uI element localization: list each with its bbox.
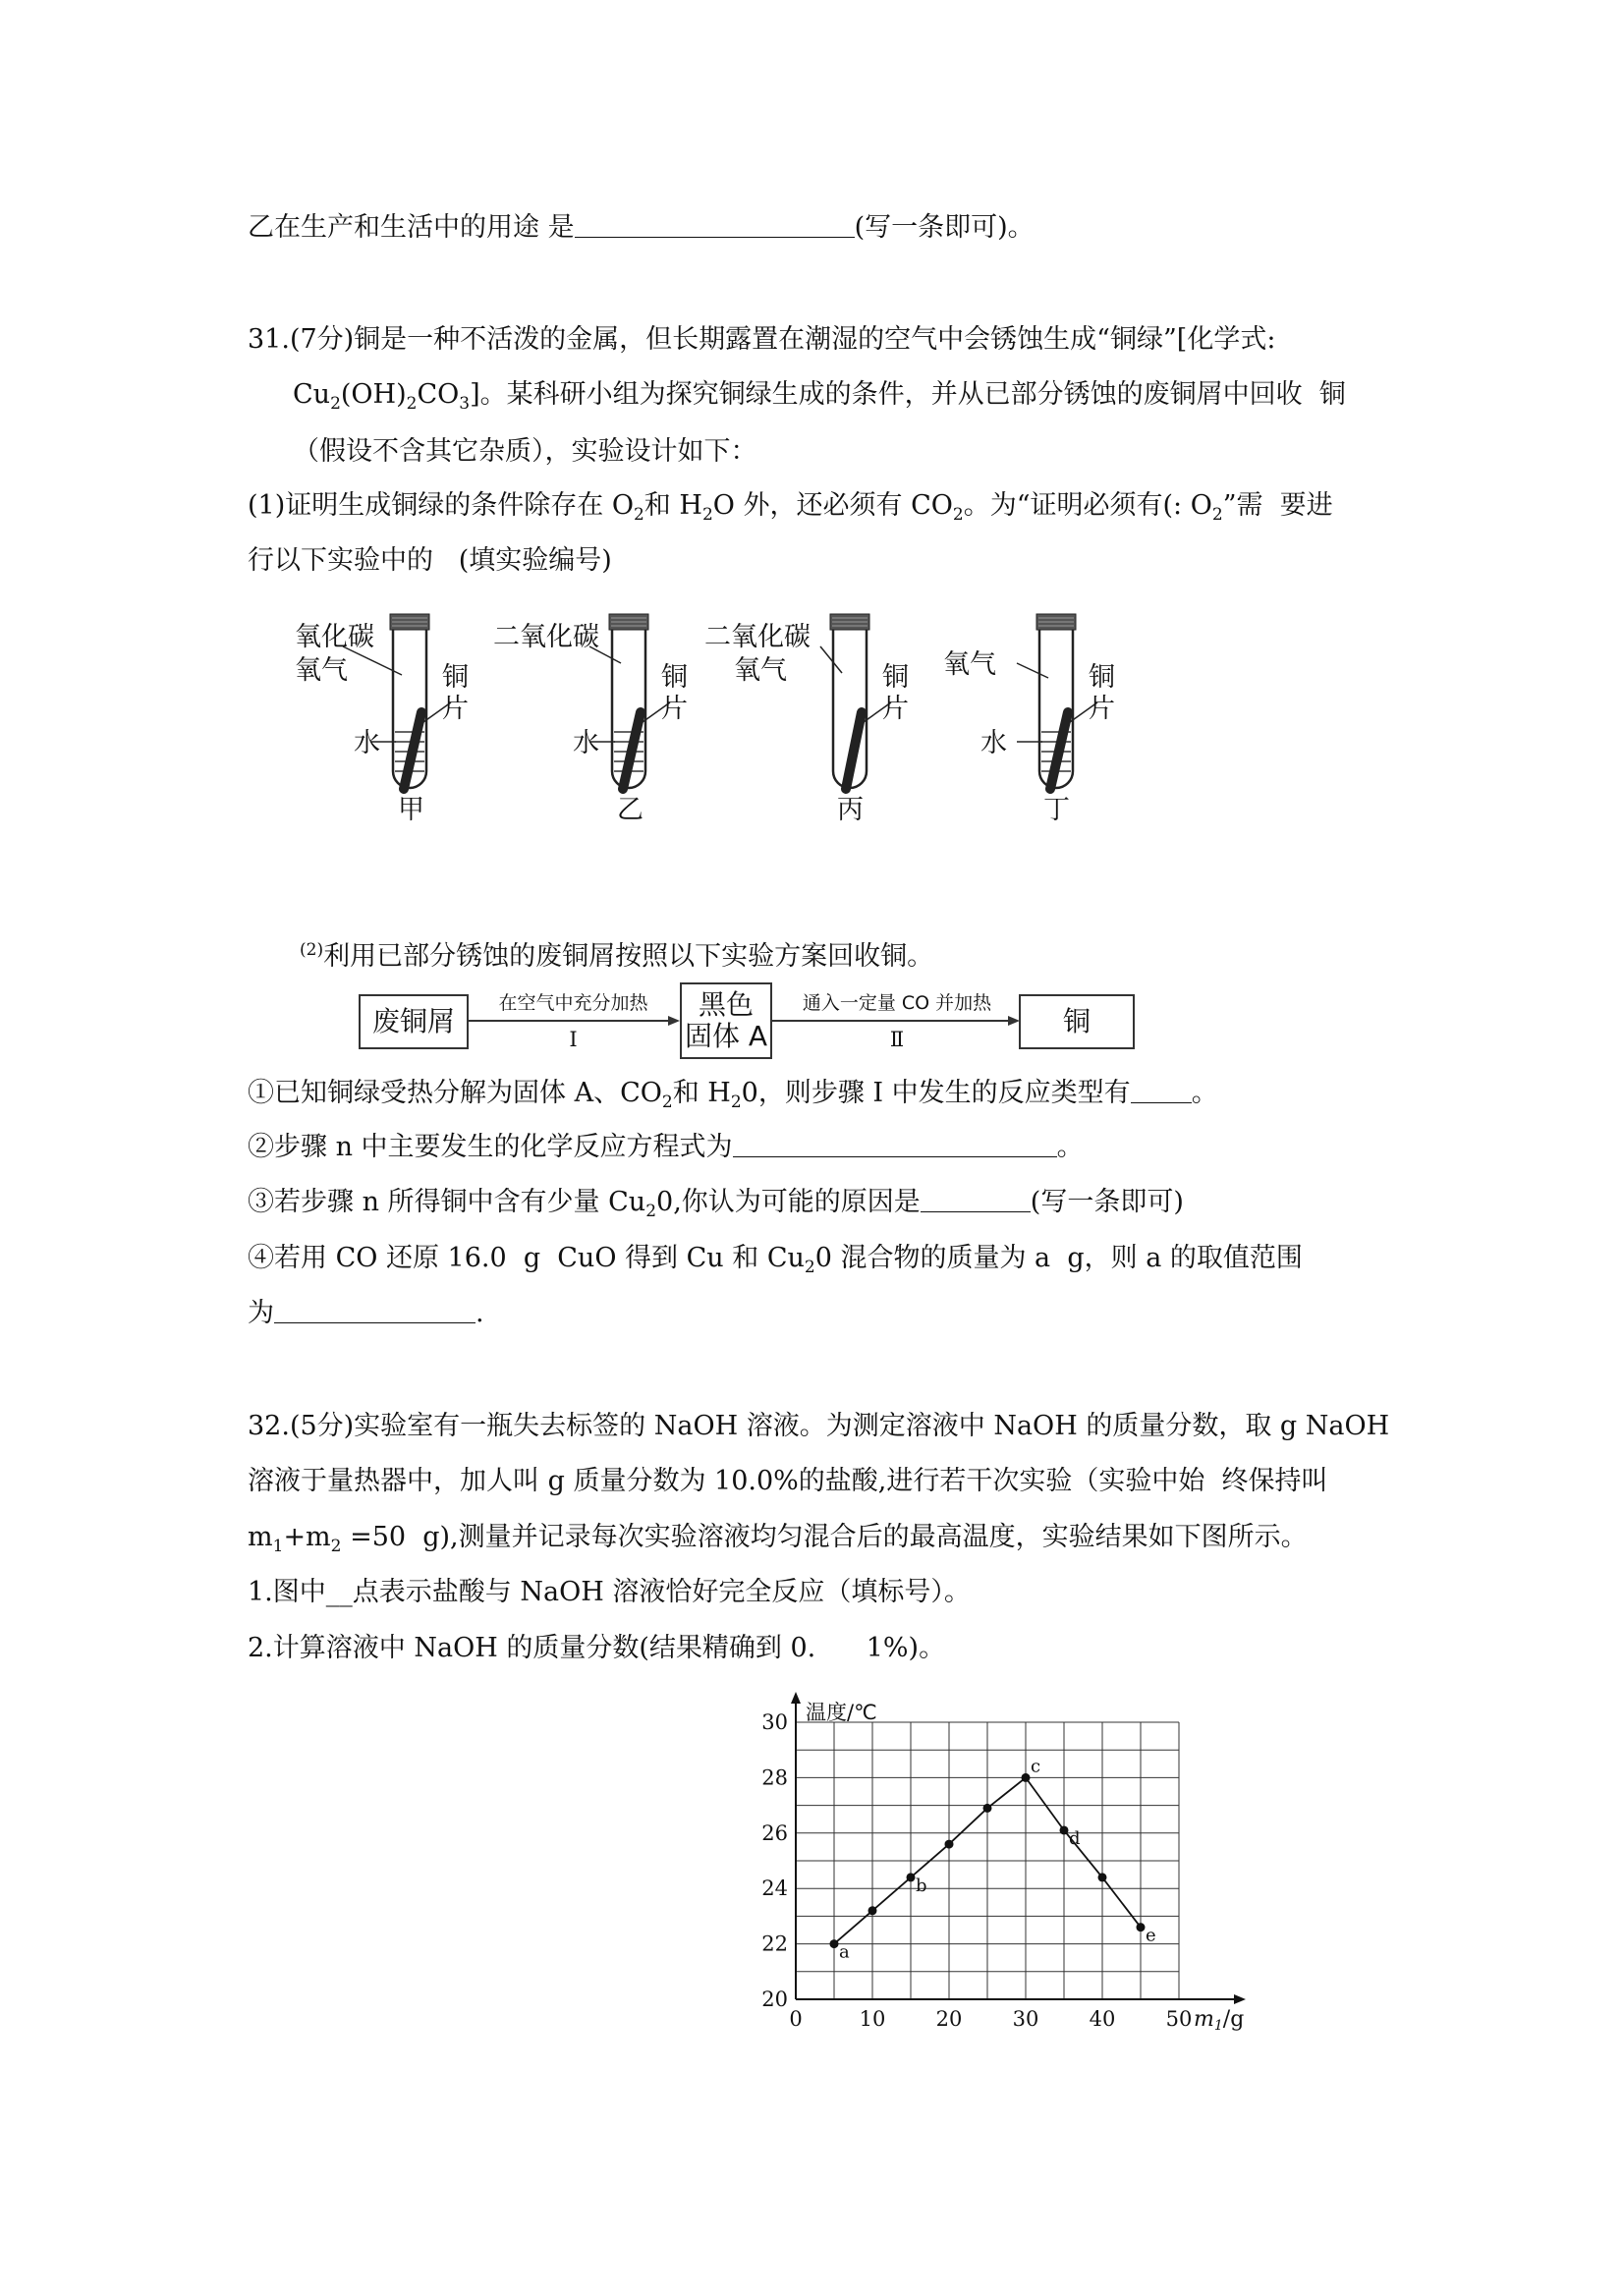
point-label: a	[839, 1941, 850, 1963]
y-tick-label: 24	[761, 1876, 788, 1901]
q31-sub4-blank[interactable]	[274, 1297, 476, 1323]
temperature-chart	[747, 1690, 1258, 2044]
y-tick-label: 28	[761, 1765, 788, 1790]
flow-box-black-solid	[680, 982, 772, 1059]
tube-jia-gas1: 氧化碳	[295, 622, 374, 652]
q31-sub4-line1: ④若用 CO 还原 16.0 g CuO 得到 Cu 和 $Cu_20$ 混合物的质量为 a g，则 a 的取值范围	[248, 1243, 1303, 1277]
chart-axes	[791, 1692, 1246, 2004]
chart-ticks	[761, 1710, 1192, 2031]
q31-part1-line1: (1)证明生成铜绿的条件除存在 $O_2$和 $H_2O$ 外，还必须有 $CO_2$。为“证明必须有(: $O_2$”需 要进	[248, 490, 1333, 525]
tube-ding-gas1: 氧气	[943, 649, 996, 680]
tube-bing-copper2: 片	[882, 694, 909, 724]
data-point	[1137, 1923, 1146, 1932]
flow-arrow2-label: 通入一定量 CO 并加热	[802, 992, 992, 1014]
data-point	[1098, 1873, 1107, 1881]
q32-line3: $m_1+m_2 =50$ g),测量并记录每次实验溶液均匀混合后的最高温度，实验结果如下图所示。	[248, 1522, 1308, 1556]
flow-box-copper: 铜	[1019, 994, 1135, 1049]
q31-sub4-line2: 为 .	[248, 1298, 484, 1328]
tube-yi-water: 水	[573, 728, 599, 758]
data-point	[983, 1804, 992, 1813]
x-tick-label: 0	[789, 2007, 803, 2031]
x-tick-label: 40	[1089, 2007, 1116, 2031]
q32-line2: 溶液于量热器中，加人叫 g 质量分数为 10.0%的盐酸,进行若干次实验（实验中始 终保持叫	[248, 1466, 1328, 1496]
flow-box-scrap-copper: 废铜屑	[359, 994, 469, 1049]
x-tick-label: 10	[859, 2007, 886, 2031]
tube-jia-copper1: 铜	[442, 662, 469, 693]
tube-yi-name: 乙	[617, 795, 644, 825]
q31-sub3-blank[interactable]	[921, 1186, 1031, 1212]
q31-sub2-blank[interactable]	[733, 1131, 1057, 1157]
chart-grid	[796, 1722, 1179, 1999]
tube-yi-gas1: 二氧化碳	[493, 622, 599, 652]
tube-jia-gas2: 氧气	[295, 655, 348, 686]
tube-ding-name: 丁	[1043, 795, 1070, 825]
x-axis-arrow-icon	[1234, 1994, 1246, 2004]
data-point	[1022, 1773, 1031, 1782]
x-tick-label: 30	[1012, 2007, 1039, 2031]
q31-sub1-blank[interactable]	[1131, 1077, 1192, 1103]
point-label: d	[1069, 1827, 1081, 1849]
q31-part1-line2: 行以下实验中的 (填实验编号)	[248, 545, 612, 576]
y-tick-label: 26	[761, 1820, 788, 1845]
tube-bing-copper1: 铜	[882, 662, 909, 693]
flow-box2-line1: 黑色	[698, 988, 754, 1021]
y-tick-label: 30	[761, 1710, 788, 1734]
point-label: c	[1031, 1756, 1041, 1777]
data-point	[868, 1906, 877, 1915]
chart-x-axis-label: m1/g	[1194, 2007, 1245, 2034]
tube-yi-copper2: 片	[661, 694, 688, 724]
flow-box2-line2: 固体 A	[684, 1020, 768, 1052]
q31-line1: 31.(7分)铜是一种不活泼的金属，但长期露置在潮湿的空气中会锈蚀生成“铜绿”[化学式:	[248, 324, 1276, 355]
q30-tail-line	[248, 208, 1035, 248]
tube-yi-copper1: 铜	[661, 662, 688, 693]
flow-step1-label: I	[569, 1028, 578, 1051]
tube-ding	[1017, 614, 1097, 789]
q32-question1: 1.图中__点表示盐酸与 NaOH 溶液恰好完全反应（填标号）。	[248, 1577, 971, 1607]
q32-line1: 32.(5分)实验室有一瓶失去标签的 NaOH 溶液。为测定溶液中 NaOH 的质量分数，取 g NaOH	[248, 1411, 1390, 1441]
tube-ding-copper2: 片	[1089, 694, 1115, 724]
test-tubes-figure	[275, 604, 1140, 830]
data-point	[1060, 1825, 1069, 1834]
tube-yi	[589, 614, 670, 789]
data-point	[945, 1840, 954, 1849]
y-tick-label: 20	[761, 1988, 788, 2011]
tube-bing-name: 丙	[837, 795, 864, 825]
flow-arrow2-icon	[770, 1014, 1026, 1028]
tube-jia-water: 水	[354, 728, 380, 758]
tube-bing-gas2: 氧气	[734, 655, 787, 686]
q31-line3: （假设不含其它杂质），实验设计如下：	[293, 436, 757, 467]
tube-ding-water: 水	[980, 728, 1007, 758]
q30-suffix: (写一条即可)。	[854, 212, 1035, 243]
q31-sub1: ①已知铜绿受热分解为固体 A、$CO_2$和 $H_20$，则步骤 I 中发生的反应类型有 。	[248, 1078, 1218, 1112]
tube-bing-gas1: 二氧化碳	[704, 622, 811, 652]
q31-part2-line: $^{(2)}$利用已部分锈蚀的废铜屑按照以下实验方案回收铜。	[300, 940, 934, 972]
tube-ding-copper1: 铜	[1089, 662, 1115, 693]
point-label: b	[916, 1875, 927, 1896]
flow-arrow1-icon	[466, 1014, 682, 1028]
chart-y-axis-label: 温度/℃	[806, 1701, 877, 1724]
point-label: e	[1146, 1925, 1156, 1946]
q30-answer-blank[interactable]	[575, 211, 855, 238]
x-tick-label: 20	[935, 2007, 963, 2031]
x-tick-label: 50	[1165, 2007, 1193, 2031]
flow-step2-label: Ⅱ	[889, 1028, 905, 1051]
chart-series	[830, 1756, 1156, 1962]
y-axis-arrow-icon	[791, 1692, 801, 1704]
y-tick-label: 22	[761, 1932, 788, 1956]
q31-sub3: ③若步骤 n 所得铜中含有少量 $Cu_20$,你认为可能的原因是 (写一条即可)	[248, 1187, 1184, 1221]
q31-line2: $Cu_2(OH)_2CO_3$]。某科研小组为探究铜绿生成的条件，并从已部分锈蚀的废铜屑中回收 铜	[293, 379, 1346, 414]
q32-question2: 2.计算溶液中 NaOH 的质量分数(结果精确到 0. 1%)。	[248, 1633, 946, 1663]
data-point	[907, 1873, 916, 1881]
tube-bing	[820, 614, 891, 789]
tube-jia-name: 甲	[398, 795, 424, 825]
q30-text: 乙在生产和生活中的用途 是	[248, 212, 575, 243]
data-point	[830, 1939, 839, 1948]
flow-arrow1-label: 在空气中充分加热	[498, 992, 648, 1014]
q31-sub2: ②步骤 n 中主要发生的化学反应方程式为 。	[248, 1132, 1084, 1162]
tube-jia-copper2: 片	[442, 694, 469, 724]
